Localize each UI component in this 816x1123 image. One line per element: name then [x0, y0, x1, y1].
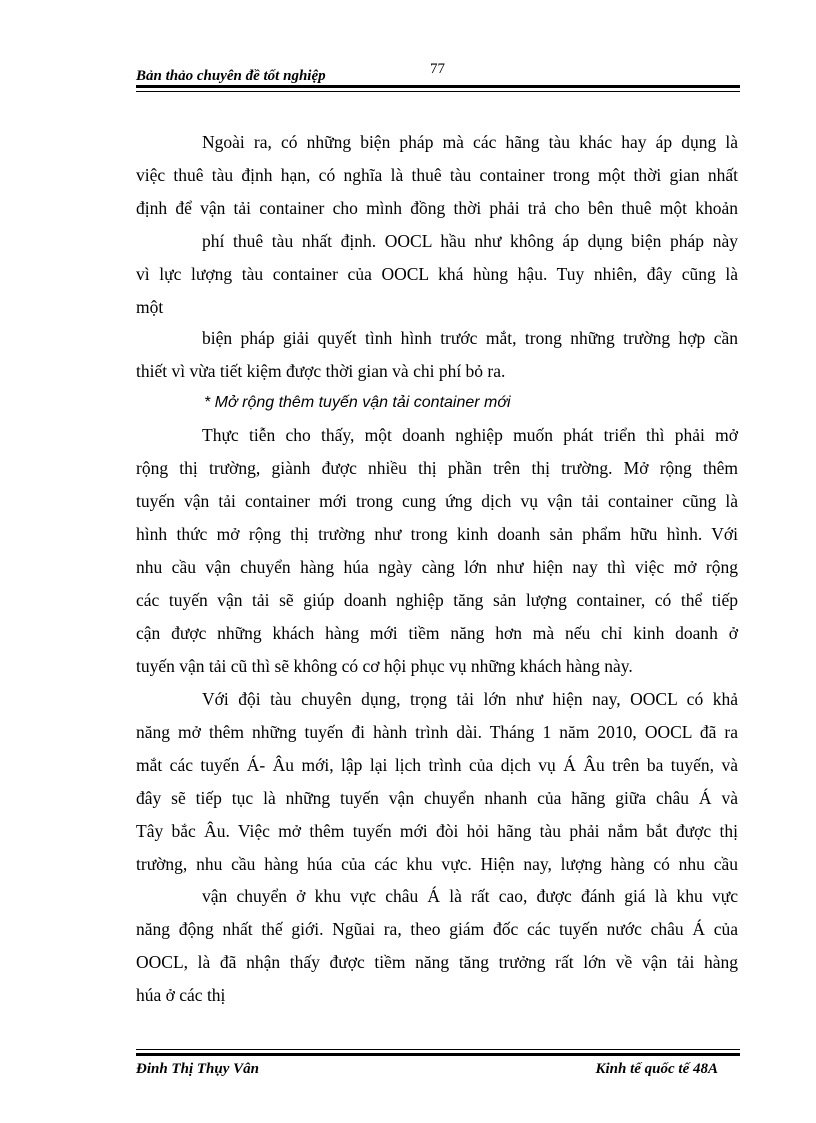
text-line: OOCL, là đã nhận thấy được tiềm năng tăng trưởng rất lớn về vận tải hàng — [136, 952, 738, 972]
text-line: năng động nhất thế giới. Ngũai ra, theo giám đốc các tuyến nước châu Á của — [136, 919, 738, 939]
header-rule-thin — [136, 91, 740, 92]
section-subheading: * Mở rộng thêm tuyến vận tải container mới — [204, 394, 511, 411]
text-line: cận được những khách hàng mới tiềm năng hơn mà nếu chỉ kinh doanh ở — [136, 623, 738, 643]
text-line: nhu cầu vận chuyển hàng húa ngày càng lớn như hiện nay thì việc mở rộng — [136, 557, 738, 577]
text-line: Thực tiễn cho thấy, một doanh nghiệp muốn phát triển thì phải mở — [202, 425, 738, 445]
text-line: định để vận tải container cho mình đồng thời phải trả cho bên thuê một khoản — [136, 198, 738, 218]
footer-rule-thin — [136, 1049, 740, 1050]
text-line: trường, nhu cầu hàng húa của các khu vực. Hiện nay, lượng hàng có nhu cầu — [136, 854, 738, 874]
text-line: vì lực lượng tàu container của OOCL khá hùng hậu. Tuy nhiên, đây cũng là — [136, 264, 738, 284]
text-line: thiết vì vừa tiết kiệm được thời gian và chi phí bỏ ra. — [136, 361, 506, 381]
text-line: tuyến vận tải container mới trong cung ứng dịch vụ vận tải container cũng là — [136, 491, 738, 511]
footer-rule-thick — [136, 1053, 740, 1056]
header-rule-thick — [136, 85, 740, 88]
text-line: Tây bắc Âu. Việc mở thêm tuyến mới đòi hỏi hãng tàu phải nắm bắt được thị — [136, 821, 738, 841]
text-line: phí thuê tàu nhất định. OOCL hầu như không áp dụng biện pháp này — [202, 231, 738, 251]
text-line: đây sẽ tiếp tục là những tuyến vận chuyển nhanh của hãng giữa châu Á và — [136, 788, 738, 808]
text-line: tuyến vận tải cũ thì sẽ không có cơ hội phục vụ những khách hàng này. — [136, 656, 633, 676]
text-line: biện pháp giải quyết tình hình trước mắt, trong những trường hợp cần — [202, 328, 738, 348]
text-line: Với đội tàu chuyên dụng, trọng tải lớn như hiện nay, OOCL có khả — [202, 689, 738, 709]
text-line: Ngoài ra, có những biện pháp mà các hãng tàu khác hay áp dụng là — [202, 132, 738, 152]
footer-author: Đinh Thị Thụy Vân — [136, 1061, 259, 1077]
text-line: việc thuê tàu định hạn, có nghĩa là thuê tàu container trong một thời gian nhất — [136, 165, 738, 185]
page-number: 77 — [430, 61, 445, 77]
text-line: mắt các tuyến Á- Âu mới, lập lại lịch trình của dịch vụ Á Âu trên ba tuyến, và — [136, 755, 738, 775]
text-line: năng mở thêm những tuyến đi hành trình dài. Tháng 1 năm 2010, OOCL đã ra — [136, 722, 738, 742]
header-title: Bản thảo chuyên đề tốt nghiệp — [136, 68, 326, 84]
text-line: húa ở các thị — [136, 985, 226, 1005]
text-line: rộng thị trường, giành được nhiều thị phần trên thị trường. Mở rộng thêm — [136, 458, 738, 478]
text-line: vận chuyển ở khu vực châu Á là rất cao, được đánh giá là khu vực — [202, 886, 738, 906]
footer-class: Kinh tế quốc tế 48A — [595, 1061, 718, 1077]
text-line: hình thức mở rộng thị trường như trong kinh doanh sản phẩm hữu hình. Với — [136, 524, 738, 544]
text-line: một — [136, 297, 164, 317]
text-line: các tuyến vận tải sẽ giúp doanh nghiệp tăng sản lượng container, có thể tiếp — [136, 590, 738, 610]
